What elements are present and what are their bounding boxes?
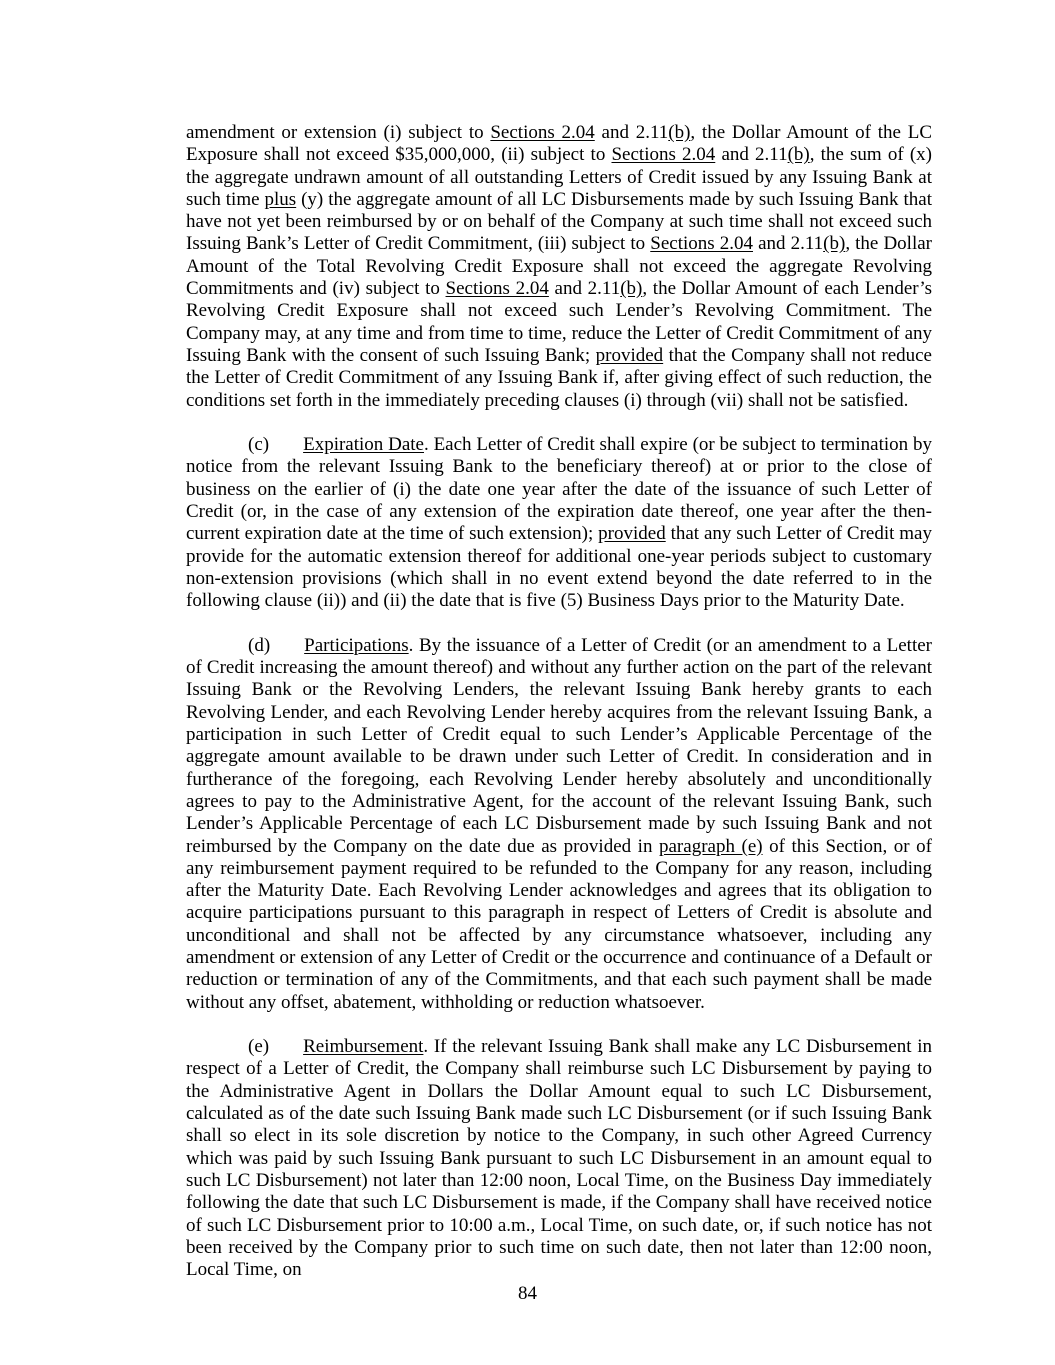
underlined-text: Sections 2.04 bbox=[650, 233, 753, 255]
text-run: . By the issuance of a Letter of Credit (or an amendment to a Letter of Credit increasing the amount thereof) and without any further action on the part of the relevant Issuing Bank or the Revolving Lenders, the relevant Issuing Bank hereby grants to each Revolving Lender, and each Revolving Lender hereby acquires from the relevant Issuing Bank, a participation in such Letter of Credit equal to such Lender’s Applicable Percentage of the aggregate amount available to be drawn under such Letter of Credit. In consideration and in furtherance of the foregoing, each Revolving Lender hereby absolutely and unconditionally agrees to pay to the Administrative Agent, for the account of the relevant Issuing Bank, such Lender’s Applicable Percentage of each LC Disbursement made by such Issuing Bank and not reimbursed by the Company on the date due as provided in bbox=[186, 634, 932, 857]
underlined-text: Sections 2.04 bbox=[490, 122, 595, 143]
underlined-text: provided bbox=[595, 344, 664, 366]
underlined-text: Participations bbox=[304, 634, 409, 656]
underlined-text: (b) bbox=[668, 122, 691, 143]
paragraph-d bbox=[186, 635, 932, 1014]
underlined-text: (b) bbox=[787, 144, 810, 166]
text-run: and 2.11 bbox=[715, 144, 788, 166]
underlined-text: plus bbox=[264, 188, 297, 210]
text-run: (e) bbox=[248, 1036, 270, 1058]
text-run: and 2.11 bbox=[594, 122, 669, 143]
text-run: and 2.11 bbox=[753, 233, 824, 255]
paragraph-continuation bbox=[186, 122, 932, 412]
text-run: of this Section, or of any reimbursement payment required to be refunded to the Company for any reason, including after the Maturity Date. Each Revolving Lender acknowledges and agrees that its obligation to acquire participations pursuant to this paragraph in respect of Letters of Credit is absolute and unconditional and shall not be affected by any circumstance whatsoever, including any amendment or extension of any Letter of Credit or the occurrence and continuance of a Default or reduction or termination of any of the Commitments, and that each such payment shall be made without any offset, abatement, withholding or reduction whatsoever. bbox=[186, 835, 932, 1013]
paragraph-c bbox=[186, 434, 932, 612]
text-run: , the Dollar Amount of each Lender’s Revolving Credit Exposure shall not exceed such Lender’s Revolving Commitment. The Company may, at any time and from time to time, reduce the Letter of Credit Commitment of any Issuing Bank with the consent of such Issuing Bank; bbox=[186, 278, 932, 366]
text-run: , the sum of (x) the aggregate undrawn amount of all outstanding Letters of Credit issued by any Issuing Bank at such time bbox=[186, 144, 932, 210]
text-run: , the Dollar Amount of the LC Exposure shall not exceed $35,000,000, (ii) subject to bbox=[186, 122, 933, 166]
page-number: 84 bbox=[518, 1283, 537, 1304]
text-run: and 2.11 bbox=[548, 278, 621, 300]
text-run: , the Dollar Amount of the Total Revolving Credit Exposure shall not exceed the aggregate Revolving Commitments and (iv) subject to bbox=[186, 233, 932, 300]
text-run: that any such Letter of Credit may provide for the automatic extension thereof for additional one-year periods subject to customary non-extension provisions (which shall in no event extend beyond the date referred to in the following clause (ii)) and (ii) the date that is five (5) Business Days prior to the Maturity Date. bbox=[186, 523, 932, 612]
document-body bbox=[186, 122, 932, 1281]
underlined-text: (b) bbox=[823, 233, 846, 255]
underlined-text: Reimbursement bbox=[303, 1036, 424, 1058]
text-run: amendment or extension (i) subject to bbox=[186, 122, 491, 143]
text-run: . Each Letter of Credit shall expire (or be subject to termination by notice from the relevant Issuing Bank to the beneficiary thereof) at or prior to the close of business on the earlier of (i) the date one year after the date of the issuance of such Letter of Credit (or, in the case of any extension of the expiration date thereof, one year after the then-current expiration date at the time of such extension); bbox=[186, 434, 932, 545]
underlined-text: provided bbox=[598, 523, 666, 545]
text-run: (y) the aggregate amount of all LC Disbursements made by such Issuing Bank that have not yet been reimbursed by or on behalf of the Company at such time shall not exceed such Issuing Bank’s Letter of Credit Commitment, (iii) subject to bbox=[186, 188, 932, 255]
text-run: (d) bbox=[248, 634, 271, 656]
text-run: . If the relevant Issuing Bank shall make any LC Disbursement in respect of a Letter of Credit, the Company shall reimburse such LC Disbursement by paying to the Administrative Agent in Dollars the Dollar Amount equal to such LC Disbursement, calculated as of the date such Issuing Bank made such LC Disbursement (or if such Issuing Bank shall so elect in its sole discretion by notice to the Company, in such other Agreed Currency which was paid by such Issuing Bank pursuant to such LC Disbursement in an amount equal to such LC Disbursement) not later than 12:00 noon, Local Time, on the Business Day immediately following the date that such LC Disbursement is made, if the Company shall have received notice of such LC Disbursement prior to 10:00 a.m., Local Time, on such date, or, if such notice has not been received by the Company prior to such time on such date, then not later than 12:00 noon, Local Time, on bbox=[186, 1036, 932, 1281]
paragraph-e bbox=[186, 1036, 932, 1281]
text-run: that the Company shall not reduce the Letter of Credit Commitment of any Issuing Bank if, after giving effect of such reduction, the conditions set forth in the immediately preceding clauses (i) through (vii) shall not be satisfied. bbox=[186, 344, 932, 411]
underlined-text: Expiration Date bbox=[303, 434, 424, 456]
underlined-text: paragraph (e) bbox=[659, 835, 763, 857]
underlined-text: (b) bbox=[620, 278, 643, 300]
text-run: (c) bbox=[248, 434, 270, 456]
underlined-text: Sections 2.04 bbox=[611, 144, 716, 166]
underlined-text: Sections 2.04 bbox=[445, 278, 549, 300]
